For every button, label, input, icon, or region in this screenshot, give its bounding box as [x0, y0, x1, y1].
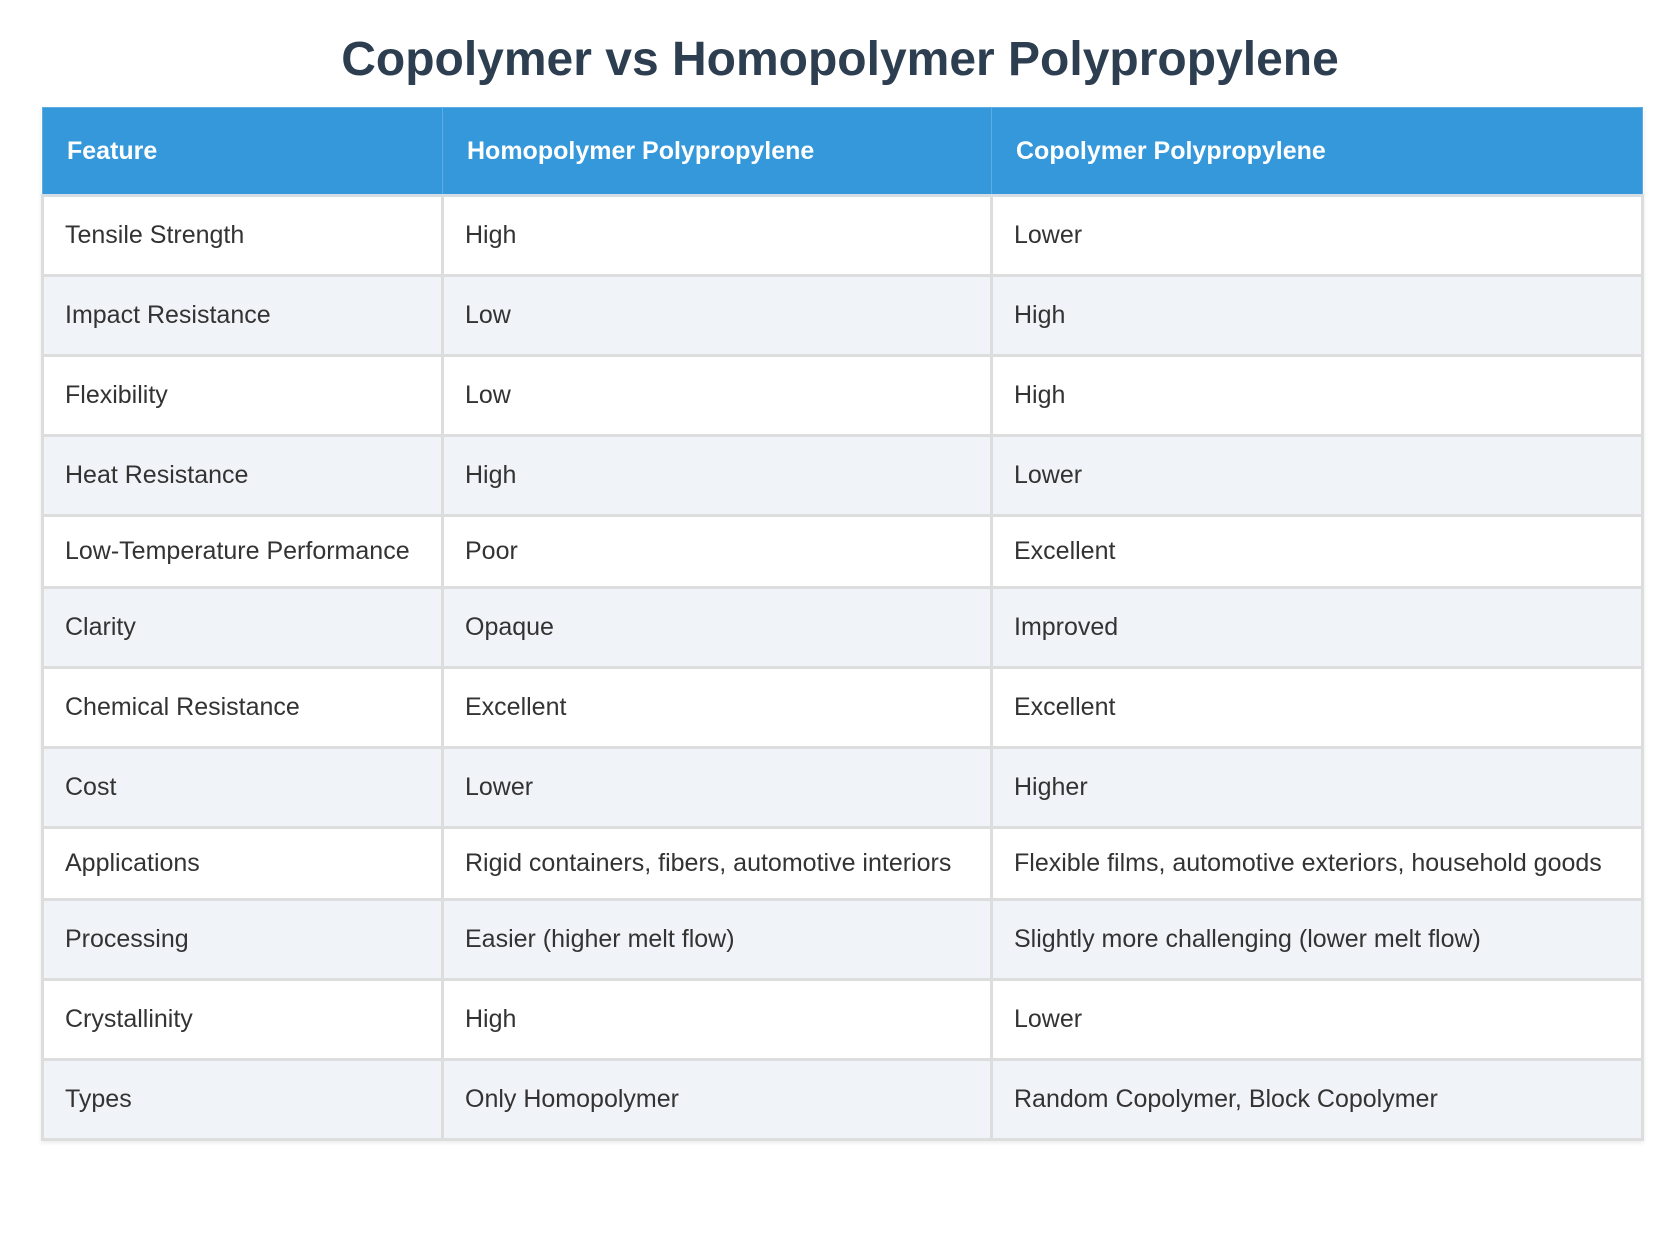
copolymer-cell: Lower: [992, 196, 1643, 276]
table-row: [43, 436, 1643, 516]
feature-cell: Crystallinity: [43, 980, 443, 1060]
comparison-table: [41, 107, 1644, 1141]
table-row: [43, 748, 1643, 828]
feature-cell: Processing: [43, 900, 443, 980]
feature-cell: Applications: [43, 828, 443, 900]
table-body: [43, 196, 1643, 1140]
copolymer-cell: Higher: [992, 748, 1643, 828]
table-row: [43, 356, 1643, 436]
copolymer-cell: Lower: [992, 436, 1643, 516]
header-row: [43, 108, 1643, 196]
table-row: [43, 516, 1643, 588]
feature-cell: Impact Resistance: [43, 276, 443, 356]
table-row: [43, 1060, 1643, 1140]
copolymer-cell: Excellent: [992, 516, 1643, 588]
homopolymer-cell: Rigid containers, fibers, automotive interiors: [443, 828, 992, 900]
column-header-homopolymer: Homopolymer Polypropylene: [443, 108, 992, 196]
copolymer-cell: High: [992, 276, 1643, 356]
feature-cell: Types: [43, 1060, 443, 1140]
table-row: [43, 588, 1643, 668]
copolymer-cell: Excellent: [992, 668, 1643, 748]
homopolymer-cell: Easier (higher melt flow): [443, 900, 992, 980]
copolymer-cell: Slightly more challenging (lower melt flow): [992, 900, 1643, 980]
homopolymer-cell: High: [443, 980, 992, 1060]
table-row: [43, 668, 1643, 748]
copolymer-cell: Flexible films, automotive exteriors, household goods: [992, 828, 1643, 900]
table-header: [43, 108, 1643, 196]
homopolymer-cell: Low: [443, 356, 992, 436]
column-header-feature: Feature: [43, 108, 443, 196]
page-title: Copolymer vs Homopolymer Polypropylene: [341, 33, 1339, 86]
homopolymer-cell: Opaque: [443, 588, 992, 668]
table-row: [43, 828, 1643, 900]
homopolymer-cell: Low: [443, 276, 992, 356]
column-header-copolymer: Copolymer Polypropylene: [992, 108, 1643, 196]
feature-cell: Cost: [43, 748, 443, 828]
copolymer-cell: Lower: [992, 980, 1643, 1060]
homopolymer-cell: Only Homopolymer: [443, 1060, 992, 1140]
feature-cell: Chemical Resistance: [43, 668, 443, 748]
feature-cell: Flexibility: [43, 356, 443, 436]
homopolymer-cell: Excellent: [443, 668, 992, 748]
feature-cell: Heat Resistance: [43, 436, 443, 516]
feature-cell: Clarity: [43, 588, 443, 668]
copolymer-cell: Random Copolymer, Block Copolymer: [992, 1060, 1643, 1140]
table-row: [43, 980, 1643, 1060]
table-row: [43, 900, 1643, 980]
homopolymer-cell: High: [443, 196, 992, 276]
copolymer-cell: High: [992, 356, 1643, 436]
table-row: [43, 276, 1643, 356]
table-row: [43, 196, 1643, 276]
feature-cell: Low-Temperature Performance: [43, 516, 443, 588]
homopolymer-cell: Lower: [443, 748, 992, 828]
copolymer-cell: Improved: [992, 588, 1643, 668]
homopolymer-cell: Poor: [443, 516, 992, 588]
feature-cell: Tensile Strength: [43, 196, 443, 276]
homopolymer-cell: High: [443, 436, 992, 516]
